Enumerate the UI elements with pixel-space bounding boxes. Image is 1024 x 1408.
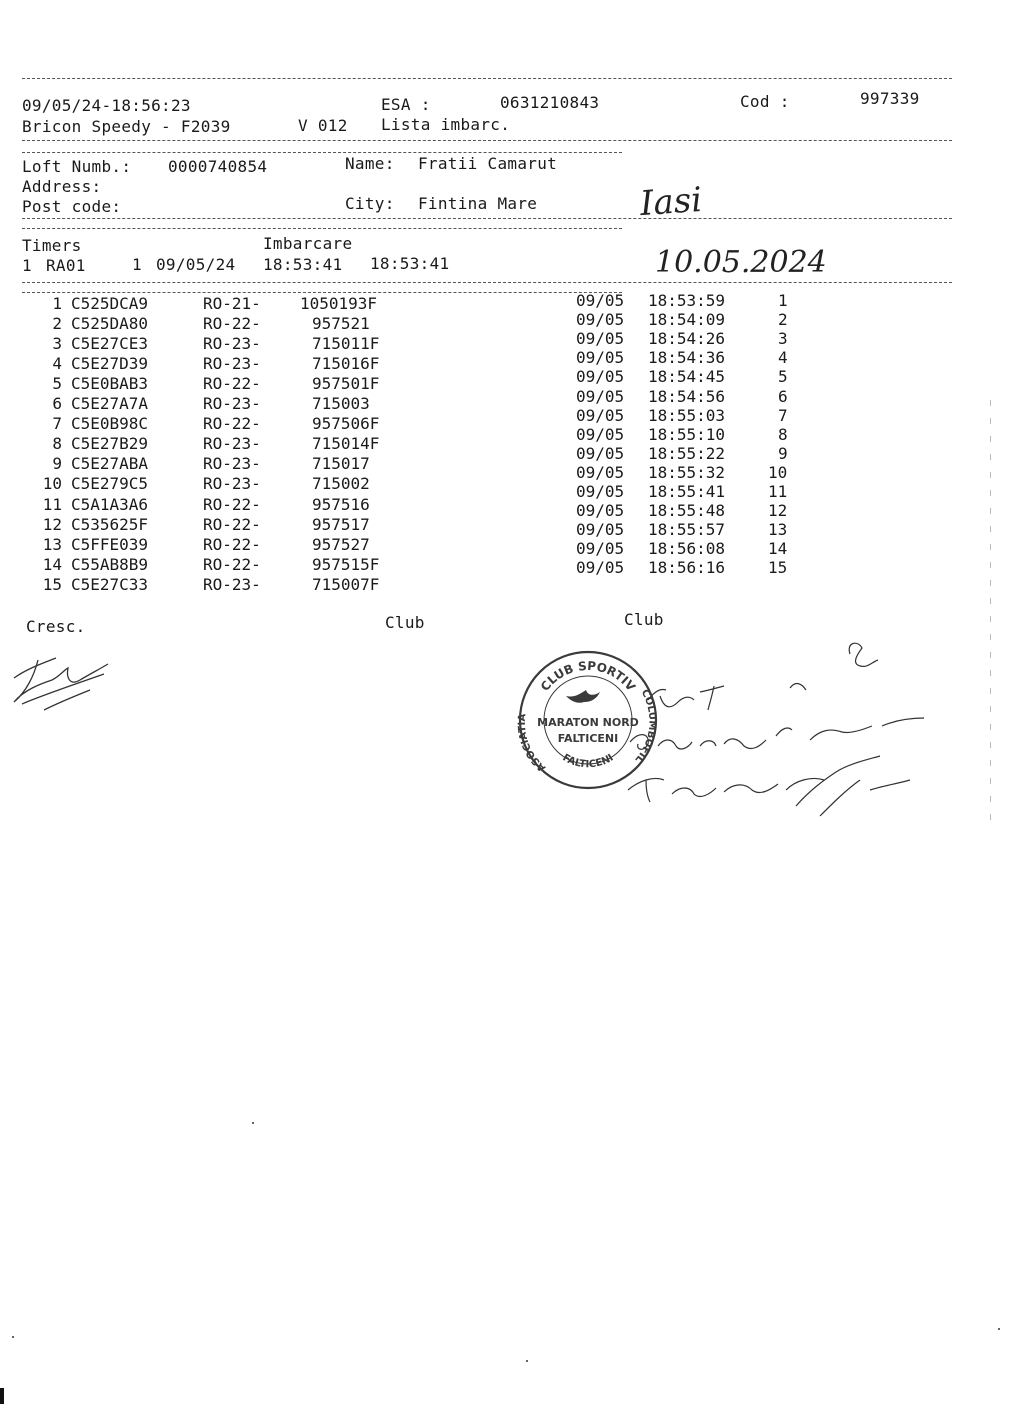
bird-ring-number: 715007F [312, 574, 380, 594]
bird-arrival-date: 09/05 [576, 482, 625, 501]
scan-speck [12, 1336, 14, 1338]
esa-value: 0631210843 [500, 93, 600, 112]
bird-position: 9 [778, 443, 788, 463]
separator-loft [22, 152, 622, 153]
bird-arrival-date: 09/05 [576, 291, 625, 310]
timer-time-1: 18:53:41 [263, 255, 343, 274]
bird-arrival-time: 18:54:56 [648, 386, 726, 406]
separator-address [22, 218, 952, 219]
bird-ring-prefix: RO-22- [203, 314, 261, 334]
bird-arrival-date: 09/05 [576, 367, 625, 387]
bird-ring-number: 957506F [312, 414, 380, 434]
bird-chip-id: C5E27A7A [71, 394, 149, 414]
breeder-signature-icon [0, 640, 130, 720]
bird-arrival-date: 09/05 [576, 558, 625, 578]
bird-position: 7 [778, 405, 788, 425]
stamp-left-text: ASOCIATIA [516, 713, 549, 774]
bird-ring-prefix: RO-22- [203, 414, 261, 434]
bird-arrival-time: 18:55:32 [648, 462, 726, 482]
list-title: Lista imbarc. [381, 115, 511, 134]
device-version: V 012 [298, 116, 348, 135]
bird-ring-number: 957527 [312, 534, 370, 554]
bird-position: 3 [778, 329, 788, 349]
esa-label: ESA : [381, 95, 431, 114]
bird-row-number: 1 [52, 294, 62, 313]
header-datetime: 09/05/24-18:56:23 [22, 96, 191, 115]
loft-name-label: Name: [345, 154, 395, 173]
bird-ring-prefix: RO-21- [203, 294, 261, 313]
bird-arrival-date: 09/05 [576, 501, 625, 521]
bird-ring-prefix: RO-22- [203, 514, 261, 534]
loft-number-label: Loft Numb.: [22, 157, 132, 176]
scan-edge-mark [0, 1388, 4, 1404]
post-code-label: Post code: [22, 197, 122, 216]
bird-ring-number: 715011F [312, 334, 380, 354]
bird-arrival-date: 09/05 [576, 424, 625, 444]
bird-arrival-date: 09/05 [576, 329, 625, 349]
bird-ring-number: 715014F [312, 434, 380, 454]
bird-arrival-time: 18:55:03 [648, 405, 726, 425]
stamp-top-text: CLUB SPORTIV [537, 658, 639, 694]
bird-ring-prefix: RO-23- [203, 474, 261, 494]
bird-chip-id: C5E27ABA [71, 454, 149, 474]
bird-chip-id: C535625F [71, 514, 149, 534]
bird-arrival-time: 18:55:10 [648, 424, 726, 444]
bird-ring-number: 715002 [312, 474, 370, 494]
imbarcare-label: Imbarcare [263, 234, 353, 253]
bird-ring-number: 957515F [312, 554, 380, 574]
bird-chip-id: C5E0B98C [71, 414, 149, 434]
bird-chip-id: C5E27D39 [71, 354, 149, 374]
bird-chip-id: C5E27CE3 [71, 334, 149, 354]
bird-row-number: 6 [52, 394, 62, 414]
loft-number: 0000740854 [168, 157, 268, 176]
bird-arrival-time: 18:55:57 [648, 520, 726, 540]
bird-row-number: 8 [52, 434, 62, 454]
bird-arrival-time: 18:53:59 [648, 291, 726, 310]
timer-id: RA01 [46, 256, 86, 275]
bird-row-number: 12 [42, 514, 62, 534]
stamp-center-line-1: MARATON NORD [537, 716, 639, 729]
address-label: Address: [22, 177, 102, 196]
bird-ring-prefix: RO-23- [203, 454, 261, 474]
device-name: Bricon Speedy - F2039 [22, 117, 231, 136]
stamp-right-text: COLUMBOFIL [632, 687, 658, 765]
bird-ring-prefix: RO-23- [203, 334, 261, 354]
bird-ring-prefix: RO-22- [203, 534, 261, 554]
scan-speck [526, 1360, 528, 1362]
bird-ring-number: 715003 [312, 394, 370, 414]
bird-row-number: 3 [52, 334, 62, 354]
bird-arrival-date: 09/05 [576, 443, 625, 463]
separator-list-2 [22, 292, 622, 293]
bird-ring-number: 957516 [312, 494, 370, 514]
bird-position: 13 [768, 520, 788, 540]
bird-ring-prefix: RO-23- [203, 354, 261, 374]
bird-ring-number: 957501F [312, 374, 380, 394]
timer-count: 1 [132, 255, 142, 274]
bird-row-number: 11 [42, 494, 62, 514]
bird-arrival-time: 18:55:41 [648, 482, 726, 501]
bird-position: 11 [768, 482, 788, 501]
bird-position: 1 [778, 291, 788, 310]
bird-arrival-date: 09/05 [576, 539, 625, 559]
bird-arrival-time: 18:56:16 [648, 558, 726, 578]
scan-speck [252, 1122, 254, 1124]
timer-date: 09/05/24 [156, 255, 236, 274]
bird-row-number: 4 [52, 354, 62, 374]
scan-margin-line [990, 400, 991, 820]
bird-position: 5 [778, 367, 788, 387]
bird-chip-id: C5E0BAB3 [71, 374, 149, 394]
separator-header [22, 140, 952, 141]
stamp-pigeon-icon [566, 690, 600, 703]
bird-ring-prefix: RO-22- [203, 374, 261, 394]
bird-position: 14 [768, 539, 788, 559]
bird-ring-prefix: RO-22- [203, 494, 261, 514]
city-label: City: [345, 194, 395, 213]
bird-row-number: 10 [42, 474, 62, 494]
bird-arrival-date: 09/05 [576, 386, 625, 406]
bird-row-number: 9 [52, 454, 62, 474]
cod-label: Cod : [740, 92, 790, 111]
bird-arrival-date: 09/05 [576, 310, 625, 330]
bird-arrival-time: 18:54:26 [648, 329, 726, 349]
separator-timers [22, 228, 622, 229]
bird-ring-number: 957517 [312, 514, 370, 534]
bird-ring-number: 715017 [312, 454, 370, 474]
bird-chip-id: C55AB8B9 [71, 554, 149, 574]
bird-chip-id: C5A1A3A6 [71, 494, 149, 514]
club-signatures-icon [620, 630, 940, 830]
bird-position: 8 [778, 424, 788, 444]
handwritten-date-note: 10.05.2024 [655, 245, 827, 280]
bird-chip-id: C525DCA9 [71, 294, 149, 313]
bird-chip-id: C525DA80 [71, 314, 149, 334]
bird-ring-number: 1050193F [300, 294, 378, 313]
bird-position: 2 [778, 310, 788, 330]
bird-arrival-date: 09/05 [576, 348, 625, 368]
bird-arrival-time: 18:55:22 [648, 443, 726, 463]
timer-index: 1 [22, 256, 32, 275]
separator-list [22, 282, 952, 283]
separator-top [22, 78, 952, 79]
bird-arrival-date: 09/05 [576, 520, 625, 540]
timer-time-2: 18:53:41 [370, 254, 450, 273]
bird-chip-id: C5E27C33 [71, 574, 149, 594]
bird-ring-prefix: RO-22- [203, 554, 261, 574]
bird-arrival-time: 18:54:09 [648, 310, 726, 330]
bird-ring-number: 715016F [312, 354, 380, 374]
stamp-center-line-2: FALTICENI [557, 732, 619, 745]
timers-label: Timers [22, 236, 82, 255]
bird-position: 12 [768, 501, 788, 521]
stamp-bottom-text: FALTICENI [560, 752, 616, 771]
bird-chip-id: C5E27B29 [71, 434, 149, 454]
bird-ring-prefix: RO-23- [203, 574, 261, 594]
bird-ring-prefix: RO-23- [203, 434, 261, 454]
bird-arrival-time: 18:56:08 [648, 539, 726, 559]
handwritten-city-note: Iasi [638, 179, 704, 225]
bird-row-number: 5 [52, 374, 62, 394]
cod-value: 997339 [860, 89, 920, 108]
bird-ring-number: 957521 [312, 314, 370, 334]
bird-chip-id: C5FFE039 [71, 534, 149, 554]
bird-row-number: 7 [52, 414, 62, 434]
bird-row-number: 14 [42, 554, 62, 574]
bird-arrival-time: 18:54:36 [648, 348, 726, 368]
loft-name: Fratii Camarut [418, 154, 558, 173]
bird-row-number: 13 [42, 534, 62, 554]
bird-row-number: 15 [42, 574, 62, 594]
bird-arrival-time: 18:55:48 [648, 501, 726, 521]
club-label-1: Club [385, 613, 425, 632]
bird-arrival-date: 09/05 [576, 462, 625, 482]
bird-arrival-date: 09/05 [576, 405, 625, 425]
bird-position: 10 [768, 462, 788, 482]
cresc-label: Cresc. [26, 617, 86, 636]
bird-position: 15 [768, 558, 788, 578]
bird-chip-id: C5E279C5 [71, 474, 149, 494]
bird-position: 6 [778, 386, 788, 406]
bird-arrival-time: 18:54:45 [648, 367, 726, 387]
bird-ring-prefix: RO-23- [203, 394, 261, 414]
bird-position: 4 [778, 348, 788, 368]
city-value: Fintina Mare [418, 194, 538, 213]
scan-speck [998, 1328, 1000, 1330]
club-label-2: Club [624, 610, 664, 629]
bird-row-number: 2 [52, 314, 62, 334]
